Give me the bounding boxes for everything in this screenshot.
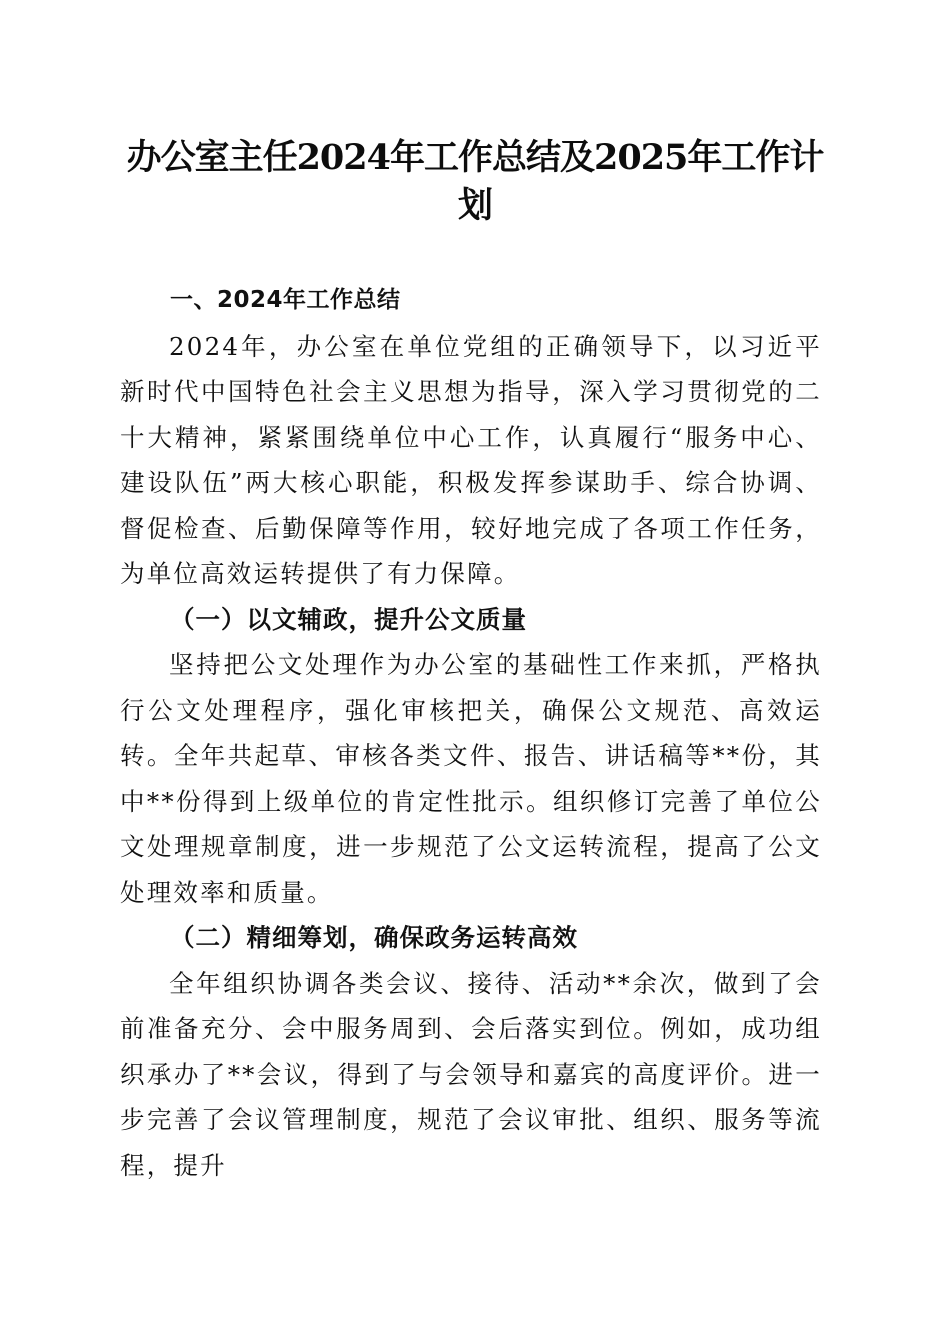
subsection-heading: （一）以文辅政，提升公文质量 — [170, 604, 527, 634]
subsection-paragraph: 坚持把公文处理作为办公室的基础性工作来抓，严格执行公文处理程序，强化审核把关，确保公文规范、高效运转。全年共起草、审核各类文件、报告、讲话稿等**份，其中**份得到上级单位的肯定性批示。组织修订完善了单位公文处理规章制度，进一步规范了公文运转流程，提高了公文处理效率和质量。 — [120, 650, 822, 907]
section-intro-paragraph: 2024年，办公室在单位党组的正确领导下，以习近平新时代中国特色社会主义思想为指导，深入学习贯彻党的二十大精神，紧紧围绕单位中心工作，认真履行“服务中心、建设队伍”两大核心职能，积极发挥参谋助手、综合协调、督促检查、后勤保障等作用，较好地完成了各项工作任务，为单位高效运转提供了有力保障。 — [120, 331, 822, 588]
document-body — [120, 278, 822, 1188]
subsection-paragraph: 全年组织协调各类会议、接待、活动**余次，做到了会前准备充分、会中服务周到、会后落实到位。例如，成功组织承办了**会议，得到了与会领导和嘉宾的高度评价。进一步完善了会议管理制度，规范了会议审批、组织、服务等流程，提升 — [120, 968, 822, 1180]
document-title: 办公室主任2024年工作总结及2025年工作计划 — [126, 137, 824, 226]
subsection-heading: （二）精细筹划，确保政务运转高效 — [170, 923, 578, 952]
section-heading: 一、2024年工作总结 — [170, 287, 401, 313]
